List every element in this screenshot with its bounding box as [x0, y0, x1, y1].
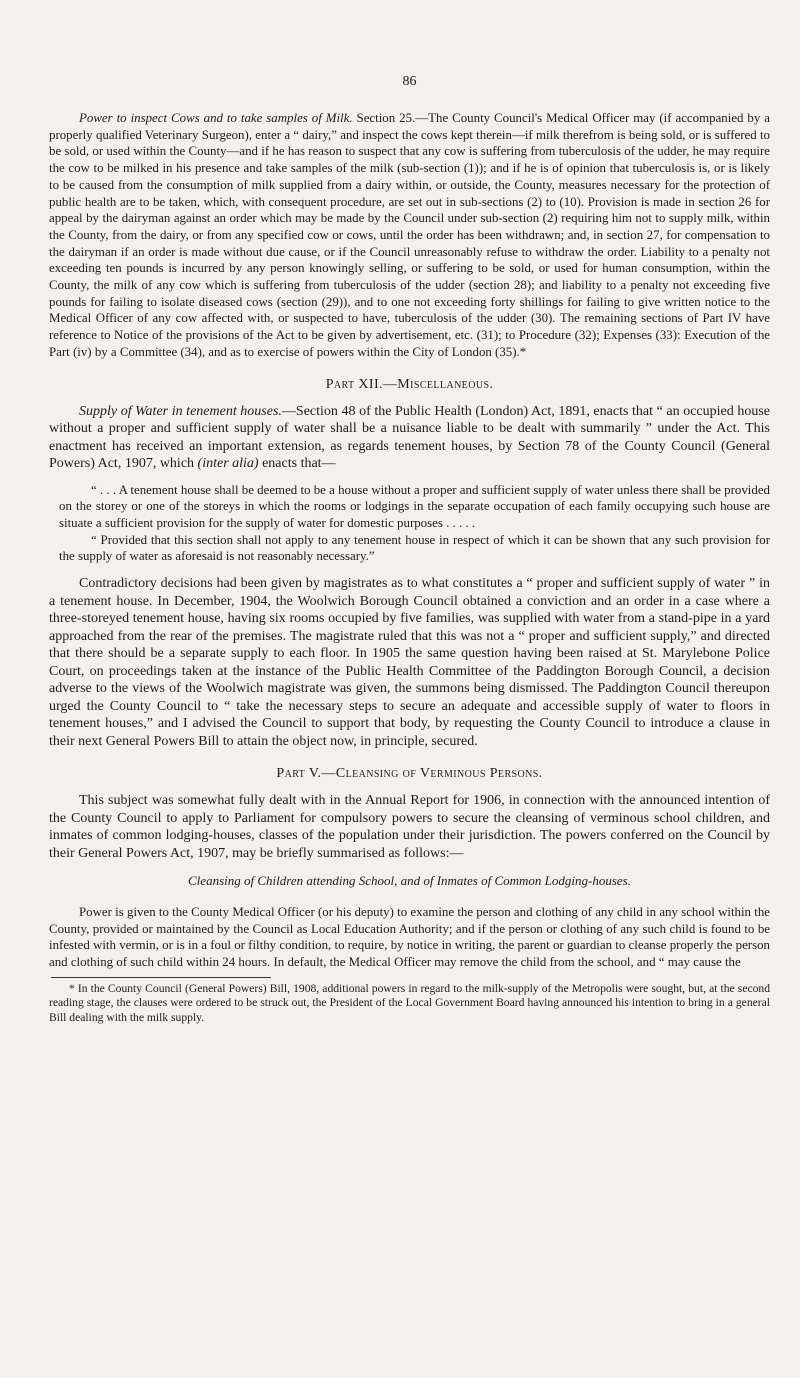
cows-paragraph [49, 110, 770, 361]
cows-lead: Power to inspect Cows and to take samples of Milk. [79, 111, 353, 125]
water-supply-text-2: enacts that— [258, 456, 336, 472]
verminous-intro-paragraph: This subject was somewhat fully dealt with in the Annual Report for 1906, in connection with the announced intention of the County Council to apply to Parliament for compulsory powers to secure the cleansing of verminous school children, and inmates of common lodging-houses, classes of the population under their jurisdiction. The powers conferred on the Council by their General Powers Act, 1907, may be briefly summarised as follows:— [49, 793, 770, 861]
footnote: * In the County Council (General Powers) Bill, 1908, additional powers in regard to the milk-supply of the Metropolis were sought, but, at the second reading stage, the clauses were ordered to be struck out, the President of the Local Government Board having announced his intention to bring in a general Bill dealing with the milk supply. [49, 981, 770, 1024]
statute-quote-1: “ . . . A tenement house shall be deemed to be a house without a proper and sufficient supply of water unless there shall be provided on the storey or one of the storeys in which the rooms or lodgings in the separate occupation of each family occupying such house are situate a sufficient provision for the supply of water for domestic purposes . . . . . [59, 482, 770, 530]
part-xii-heading-text: Part XII.—Miscellaneous. [325, 376, 494, 392]
water-supply-paragraph [49, 403, 770, 473]
inter-alia: (inter alia) [197, 456, 259, 472]
cows-text: Section 25.—The County Council's Medical Officer may (if accompanied by a properly qualified Veterinary Surgeon), enter a “ dairy,” and inspect the cows kept therein—if milk therefrom is being sold, or is suffered to be sold, or used within the County—and if he has reason to suspect that any cow is suffering from tuberculosis of the udder, he may require the cow to be milked in his presence and take samples of the milk (sub-section (1)); and if he is of opinion that tuberculosis is, or is likely to be caused from the consumption of milk supplied from a dairy within, or outside, the County, measures necessary for the protection of public health are to be taken, which, with consequent procedure, are set out in sub-sections (2) to (10). Provision is made in section 26 for appeal by the dairyman against an order which may be made by the Council under sub-section (2) requiring him not to supply milk, within the County, from the dairy, or from any specified cow or cows, until the order has been withdrawn; and, in section 27, for compensation to the dairyman if an order is made without due cause, or if the Council unreasonably refuse to withdraw the order. Liability to a penalty not exceeding ten pounds is incurred by any person knowingly selling, or suffering to be sold, or used for human consumption, within the County, the milk of any cow which is suffering from tuberculosis of the udder (section 28); and liability to a penalty not exceeding five pounds for failing to isolate diseased cows (section (29)), and to one not exceeding forty shillings for failing to give written notice to the Medical Officer of any cow affected with, or suspected to have, tuberculosis of the udder (30). The remaining sections of Part IV have reference to Notice of the provisions of the Act to be given by advertisement, etc. (31); to Procedure (32); Expenses (33): Execution of the Part (iv) by a Committee (34), and as to exercise of powers within the City of London (35).* [49, 111, 770, 359]
statute-quote-2: “ Provided that this section shall not apply to any tenement house in respect of which it can be shown that any such provision for the supply of water as aforesaid is not reasonably necessary.” [59, 532, 770, 564]
footnote-rule [51, 977, 271, 978]
power-paragraph: Power is given to the County Medical Officer (or his deputy) to examine the person and clothing of any child in any school within the County, provided or maintained by the Council as Local Education Authority; and if the person or clothing of any such child is found to be infested with vermin, or is in a foul or filthy condition, to require, by notice in writing, the parent or guardian to cleanse properly the person and clothing of such child within 24 hours. In default, the Medical Officer may remove the child from the school, and “ may cause the [49, 905, 770, 970]
water-supply-lead: Supply of Water in tenement houses. [79, 403, 282, 419]
part-v-heading-text: Part V.—Cleansing of Verminous Persons. [276, 766, 543, 782]
contradictory-paragraph: Contradictory decisions had been given by magistrates as to what constitutes a “ proper and sufficient supply of water ” in a tenement house. In December, 1904, the Woolwich Borough Council obtained a conviction and an order in a case where a three-storeyed tenement house, having six rooms occupied by five families, was supplied with water from a stand-pipe in a yard approached from the rear of the premises. The magistrate ruled that this was not a “ proper and sufficient supply,” and directed that there should be a separate supply to each floor. In 1905 the same question having been raised at St. Marylebone Police Court, on proceedings taken at the instance of the Public Health Committee of the Paddington Borough Council, a decision adverse to the views of the Woolwich magistrate was given, the summons being dismissed. The Paddington Council thereupon urged the County Council to “ take the necessary steps to secure an adequate and accessible supply of water to floors in tenement houses,” and I advised the Council to support that body, by requesting the County Council to introduce a clause in their next General Powers Bill to attain the object now, in principle, secured. [49, 576, 770, 749]
cleansing-subheading: Cleansing of Children attending School, and of Inmates of Common Lodging-houses. [188, 873, 631, 889]
part-v-heading [49, 766, 770, 782]
water-supply-text-1: —Section 48 of the Public Health (London) Act, 1891, enacts that “ an occupied house without a proper and sufficient supply of water shall be a nuisance liable to be dealt with summarily ” under the Act. This enactment has received an important extension, as regards tenement houses, by Section 78 of the County Council (General Powers) Act, 1907, which [49, 403, 770, 472]
part-xii-heading [49, 377, 770, 393]
statute-quote [49, 482, 770, 566]
page-number: 86 [402, 74, 417, 89]
